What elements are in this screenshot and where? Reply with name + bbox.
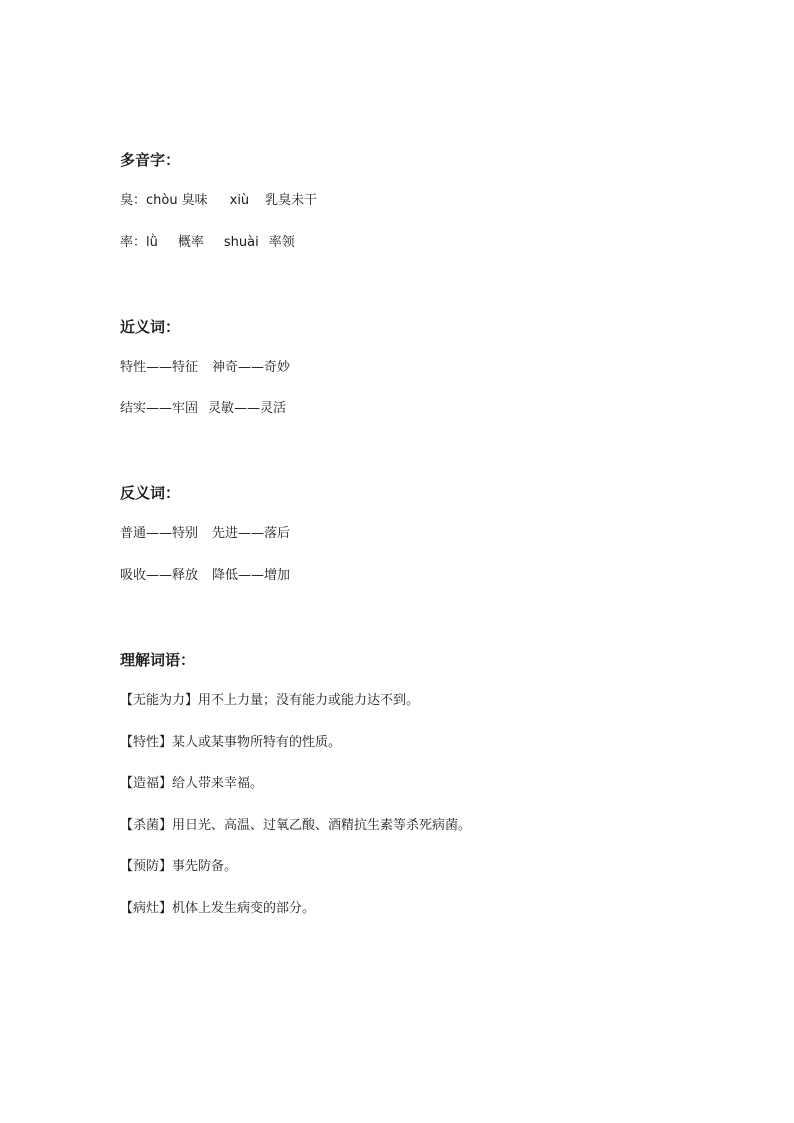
definition-text: 某人或某事物所特有的性质。: [172, 735, 342, 750]
word-pair: 结实——牢固: [120, 401, 199, 416]
polyphonic-heading: 多音字：: [120, 151, 181, 169]
definition-item: [120, 775, 263, 793]
word-pair: 特性——特征: [120, 360, 199, 375]
word: 概率: [177, 235, 204, 250]
definition-item: [120, 734, 341, 752]
synonyms-heading: 近义词：: [120, 318, 181, 336]
synonym-line: [120, 359, 290, 377]
pinyin: chòu: [146, 193, 178, 208]
word-pair: 降低——增加: [212, 568, 291, 583]
word: 率领: [268, 235, 295, 250]
definition-term: 【杀菌】: [120, 818, 173, 833]
definition-item: [120, 900, 315, 918]
pinyin: shuài: [223, 235, 259, 250]
pinyin: xiù: [229, 193, 250, 208]
definition-term: 【无能为力】: [120, 693, 199, 708]
antonyms-heading: 反义词：: [120, 484, 181, 502]
definition-text: 事先防备。: [172, 859, 238, 874]
word-pair: 灵敏——灵活: [208, 401, 287, 416]
definition-item: [120, 817, 471, 835]
polyphonic-char: 率：: [120, 235, 147, 250]
polyphonic-char: 臭：: [120, 193, 147, 208]
antonym-line: [120, 567, 290, 585]
word-pair: 神奇——奇妙: [212, 360, 291, 375]
definition-text: 用日光、高温、过氧乙酸、酒精抗生素等杀死病菌。: [172, 818, 472, 833]
definition-text: 用不上力量；没有能力或能力达不到。: [198, 693, 420, 708]
definition-term: 【造福】: [120, 776, 173, 791]
word: 臭味: [181, 193, 208, 208]
definition-text: 机体上发生病变的部分。: [172, 901, 316, 916]
word-pair: 先进——落后: [212, 526, 291, 541]
definition-term: 【预防】: [120, 859, 173, 874]
word-pair: 普通——特别: [120, 526, 199, 541]
word-pair: 吸收——释放: [120, 568, 199, 583]
definition-item: [120, 858, 237, 876]
word: 乳臭未干: [265, 193, 318, 208]
antonym-line: [120, 525, 290, 543]
synonym-line: [120, 400, 286, 418]
definition-item: [120, 692, 419, 710]
definition-term: 【特性】: [120, 735, 173, 750]
definitions-heading: 理解词语：: [120, 651, 196, 669]
polyphonic-line: [120, 234, 295, 252]
definition-text: 给人带来幸福。: [172, 776, 264, 791]
polyphonic-line: [120, 192, 317, 210]
definition-term: 【病灶】: [120, 901, 173, 916]
pinyin: lǜ: [146, 235, 158, 250]
